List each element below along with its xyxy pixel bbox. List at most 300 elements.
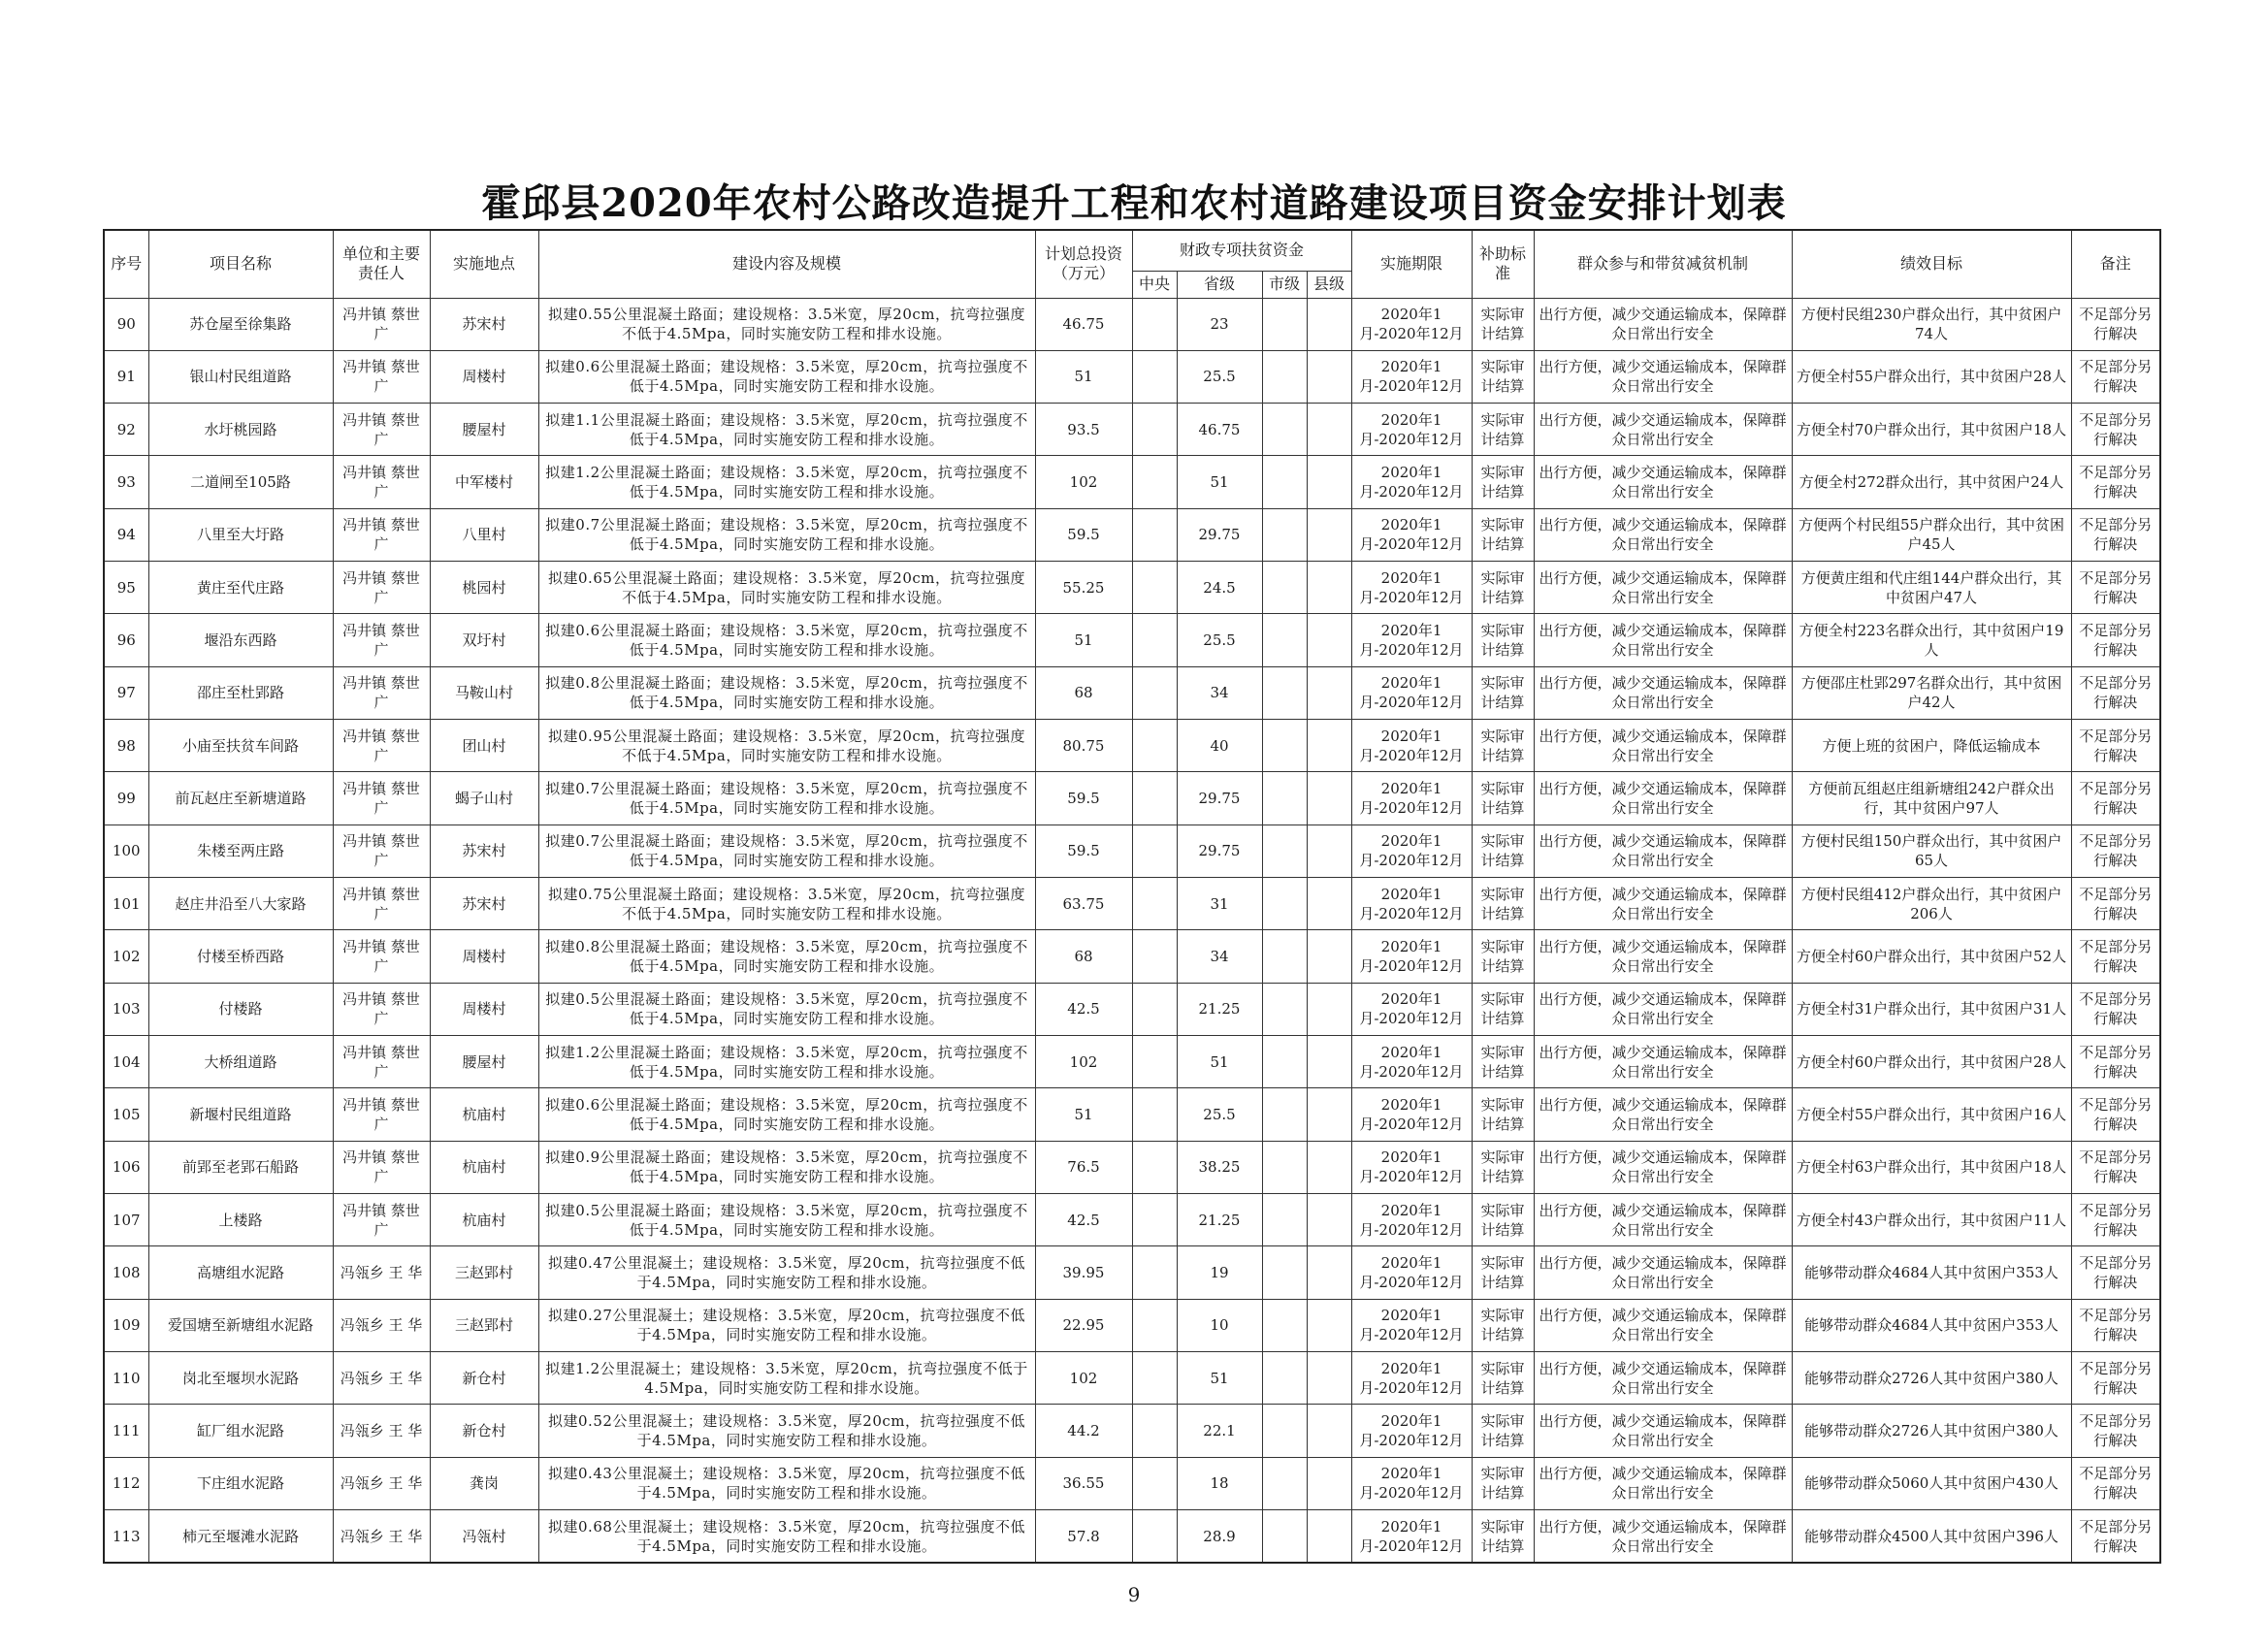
cell-central — [1132, 298, 1177, 350]
cell-unit: 冯井镇 蔡世广 — [333, 720, 430, 772]
cell-location: 新仓村 — [430, 1352, 538, 1405]
header-central: 中央 — [1132, 271, 1177, 298]
cell-location: 三赵郢村 — [430, 1299, 538, 1351]
cell-content: 拟建1.1公里混凝土路面；建设规格：3.5米宽，厚20cm，抗弯拉强度不低于4.5Mpa，同时实施安防工程和排水设施。 — [538, 404, 1035, 456]
cell-name: 付楼路 — [148, 983, 333, 1035]
cell-central — [1132, 456, 1177, 508]
cell-province: 21.25 — [1177, 1194, 1262, 1246]
cell-goal: 方便两个村民组55户群众出行，其中贫困户45人 — [1792, 508, 2071, 561]
cell-mechanism: 出行方便，减少交通运输成本，保障群众日常出行安全 — [1534, 562, 1792, 614]
cell-city — [1262, 878, 1307, 930]
cell-subsidy: 实际审计结算 — [1472, 930, 1534, 983]
cell-city — [1262, 1352, 1307, 1405]
cell-city — [1262, 983, 1307, 1035]
cell-unit: 冯井镇 蔡世广 — [333, 983, 430, 1035]
cell-central — [1132, 772, 1177, 824]
cell-city — [1262, 1457, 1307, 1509]
cell-unit: 冯瓴乡 王 华 — [333, 1510, 430, 1563]
cell-subsidy: 实际审计结算 — [1472, 1141, 1534, 1193]
cell-subsidy: 实际审计结算 — [1472, 298, 1534, 350]
cell-total: 59.5 — [1035, 772, 1132, 824]
cell-note: 不足部分另行解决 — [2071, 614, 2160, 666]
cell-total: 55.25 — [1035, 562, 1132, 614]
cell-content: 拟建0.8公里混凝土路面；建设规格：3.5米宽，厚20cm，抗弯拉强度不低于4.5Mpa，同时实施安防工程和排水设施。 — [538, 930, 1035, 983]
cell-unit: 冯井镇 蔡世广 — [333, 666, 430, 719]
cell-content: 拟建0.95公里混凝土路面；建设规格：3.5米宽，厚20cm，抗弯拉强度不低于4.5Mpa，同时实施安防工程和排水设施。 — [538, 720, 1035, 772]
cell-county — [1307, 772, 1351, 824]
cell-location: 苏宋村 — [430, 298, 538, 350]
cell-total: 93.5 — [1035, 404, 1132, 456]
cell-central — [1132, 1352, 1177, 1405]
cell-province: 34 — [1177, 930, 1262, 983]
cell-central — [1132, 508, 1177, 561]
cell-seq: 110 — [104, 1352, 148, 1405]
cell-name: 小庙至扶贫车间路 — [148, 720, 333, 772]
table-body — [104, 298, 2160, 1563]
table-row — [104, 456, 2160, 508]
cell-total: 80.75 — [1035, 720, 1132, 772]
cell-mechanism: 出行方便，减少交通运输成本，保障群众日常出行安全 — [1534, 824, 1792, 877]
cell-seq: 97 — [104, 666, 148, 719]
cell-city — [1262, 1088, 1307, 1141]
cell-mechanism: 出行方便，减少交通运输成本，保障群众日常出行安全 — [1534, 404, 1792, 456]
cell-province: 29.75 — [1177, 508, 1262, 561]
cell-county — [1307, 878, 1351, 930]
cell-period: 2020年1月-2020年12月 — [1351, 1457, 1472, 1509]
table-row — [104, 404, 2160, 456]
cell-unit: 冯瓴乡 王 华 — [333, 1352, 430, 1405]
cell-goal: 方便全村272群众出行，其中贫困户24人 — [1792, 456, 2071, 508]
cell-central — [1132, 1299, 1177, 1351]
cell-content: 拟建0.68公里混凝土；建设规格：3.5米宽，厚20cm，抗弯拉强度不低于4.5Mpa，同时实施安防工程和排水设施。 — [538, 1510, 1035, 1563]
cell-central — [1132, 1141, 1177, 1193]
table-row — [104, 1246, 2160, 1299]
cell-mechanism: 出行方便，减少交通运输成本，保障群众日常出行安全 — [1534, 350, 1792, 403]
cell-subsidy: 实际审计结算 — [1472, 350, 1534, 403]
cell-total: 102 — [1035, 1036, 1132, 1088]
table-row — [104, 614, 2160, 666]
cell-note: 不足部分另行解决 — [2071, 720, 2160, 772]
cell-county — [1307, 930, 1351, 983]
cell-mechanism: 出行方便，减少交通运输成本，保障群众日常出行安全 — [1534, 1510, 1792, 1563]
cell-province: 25.5 — [1177, 350, 1262, 403]
cell-city — [1262, 772, 1307, 824]
cell-location: 双圩村 — [430, 614, 538, 666]
table-row — [104, 1194, 2160, 1246]
cell-central — [1132, 1194, 1177, 1246]
cell-county — [1307, 1141, 1351, 1193]
cell-location: 龚岗 — [430, 1457, 538, 1509]
cell-content: 拟建0.65公里混凝土路面；建设规格：3.5米宽，厚20cm，抗弯拉强度不低于4.5Mpa，同时实施安防工程和排水设施。 — [538, 562, 1035, 614]
cell-goal: 能够带动群众4684人其中贫困户353人 — [1792, 1299, 2071, 1351]
cell-province: 51 — [1177, 1352, 1262, 1405]
cell-county — [1307, 1036, 1351, 1088]
header-name: 项目名称 — [148, 230, 333, 298]
cell-unit: 冯井镇 蔡世广 — [333, 930, 430, 983]
cell-county — [1307, 666, 1351, 719]
cell-mechanism: 出行方便，减少交通运输成本，保障群众日常出行安全 — [1534, 614, 1792, 666]
cell-name: 下庄组水泥路 — [148, 1457, 333, 1509]
cell-goal: 方便全村223名群众出行，其中贫困户19人 — [1792, 614, 2071, 666]
cell-location: 冯瓴村 — [430, 1510, 538, 1563]
cell-content: 拟建0.7公里混凝土路面；建设规格：3.5米宽，厚20cm，抗弯拉强度不低于4.5Mpa，同时实施安防工程和排水设施。 — [538, 824, 1035, 877]
cell-seq: 112 — [104, 1457, 148, 1509]
cell-name: 赵庄井沿至八大家路 — [148, 878, 333, 930]
cell-period: 2020年1月-2020年12月 — [1351, 562, 1472, 614]
cell-total: 22.95 — [1035, 1299, 1132, 1351]
cell-total: 51 — [1035, 614, 1132, 666]
cell-seq: 94 — [104, 508, 148, 561]
cell-mechanism: 出行方便，减少交通运输成本，保障群众日常出行安全 — [1534, 508, 1792, 561]
cell-province: 18 — [1177, 1457, 1262, 1509]
cell-goal: 方便全村55户群众出行，其中贫困户16人 — [1792, 1088, 2071, 1141]
cell-county — [1307, 404, 1351, 456]
cell-content: 拟建0.7公里混凝土路面；建设规格：3.5米宽，厚20cm，抗弯拉强度不低于4.5Mpa，同时实施安防工程和排水设施。 — [538, 772, 1035, 824]
cell-subsidy: 实际审计结算 — [1472, 1246, 1534, 1299]
cell-mechanism: 出行方便，减少交通运输成本，保障群众日常出行安全 — [1534, 1246, 1792, 1299]
cell-content: 拟建0.43公里混凝土；建设规格：3.5米宽，厚20cm，抗弯拉强度不低于4.5Mpa，同时实施安防工程和排水设施。 — [538, 1457, 1035, 1509]
cell-unit: 冯瓴乡 王 华 — [333, 1299, 430, 1351]
table-row — [104, 666, 2160, 719]
cell-content: 拟建0.9公里混凝土路面；建设规格：3.5米宽，厚20cm，抗弯拉强度不低于4.5Mpa，同时实施安防工程和排水设施。 — [538, 1141, 1035, 1193]
cell-seq: 105 — [104, 1088, 148, 1141]
cell-seq: 95 — [104, 562, 148, 614]
cell-subsidy: 实际审计结算 — [1472, 1194, 1534, 1246]
cell-total: 59.5 — [1035, 508, 1132, 561]
cell-content: 拟建0.47公里混凝土；建设规格：3.5米宽，厚20cm，抗弯拉强度不低于4.5Mpa，同时实施安防工程和排水设施。 — [538, 1246, 1035, 1299]
cell-province: 10 — [1177, 1299, 1262, 1351]
cell-central — [1132, 1405, 1177, 1457]
cell-location: 桃园村 — [430, 562, 538, 614]
cell-unit: 冯井镇 蔡世广 — [333, 456, 430, 508]
cell-city — [1262, 1141, 1307, 1193]
cell-total: 39.95 — [1035, 1246, 1132, 1299]
header-city: 市级 — [1262, 271, 1307, 298]
cell-location: 中军楼村 — [430, 456, 538, 508]
cell-note: 不足部分另行解决 — [2071, 1405, 2160, 1457]
cell-province: 19 — [1177, 1246, 1262, 1299]
cell-note: 不足部分另行解决 — [2071, 1299, 2160, 1351]
cell-goal: 方便黄庄组和代庄组144户群众出行，其中贫困户47人 — [1792, 562, 2071, 614]
cell-location: 周楼村 — [430, 930, 538, 983]
cell-central — [1132, 1088, 1177, 1141]
cell-city — [1262, 350, 1307, 403]
table-row — [104, 1352, 2160, 1405]
cell-note: 不足部分另行解决 — [2071, 824, 2160, 877]
cell-total: 42.5 — [1035, 983, 1132, 1035]
cell-province: 29.75 — [1177, 772, 1262, 824]
cell-seq: 109 — [104, 1299, 148, 1351]
cell-note: 不足部分另行解决 — [2071, 666, 2160, 719]
cell-mechanism: 出行方便，减少交通运输成本，保障群众日常出行安全 — [1534, 930, 1792, 983]
cell-goal: 方便全村60户群众出行，其中贫困户52人 — [1792, 930, 2071, 983]
header-location: 实施地点 — [430, 230, 538, 298]
cell-subsidy: 实际审计结算 — [1472, 562, 1534, 614]
cell-unit: 冯瓴乡 王 华 — [333, 1457, 430, 1509]
cell-county — [1307, 298, 1351, 350]
cell-goal: 方便村民组412户群众出行，其中贫困户206人 — [1792, 878, 2071, 930]
cell-seq: 107 — [104, 1194, 148, 1246]
cell-central — [1132, 878, 1177, 930]
cell-subsidy: 实际审计结算 — [1472, 983, 1534, 1035]
table-row — [104, 1299, 2160, 1351]
cell-content: 拟建0.5公里混凝土路面；建设规格：3.5米宽，厚20cm，抗弯拉强度不低于4.5Mpa，同时实施安防工程和排水设施。 — [538, 1194, 1035, 1246]
cell-period: 2020年1月-2020年12月 — [1351, 1141, 1472, 1193]
cell-seq: 113 — [104, 1510, 148, 1563]
cell-unit: 冯瓴乡 王 华 — [333, 1405, 430, 1457]
cell-unit: 冯井镇 蔡世广 — [333, 1194, 430, 1246]
cell-county — [1307, 1088, 1351, 1141]
cell-content: 拟建0.6公里混凝土路面；建设规格：3.5米宽，厚20cm，抗弯拉强度不低于4.5Mpa，同时实施安防工程和排水设施。 — [538, 350, 1035, 403]
cell-total: 57.8 — [1035, 1510, 1132, 1563]
cell-unit: 冯井镇 蔡世广 — [333, 1088, 430, 1141]
cell-central — [1132, 983, 1177, 1035]
cell-goal: 方便上班的贫困户，降低运输成本 — [1792, 720, 2071, 772]
cell-seq: 96 — [104, 614, 148, 666]
cell-province: 21.25 — [1177, 983, 1262, 1035]
cell-central — [1132, 720, 1177, 772]
cell-note: 不足部分另行解决 — [2071, 456, 2160, 508]
cell-period: 2020年1月-2020年12月 — [1351, 878, 1472, 930]
cell-province: 46.75 — [1177, 404, 1262, 456]
cell-subsidy: 实际审计结算 — [1472, 878, 1534, 930]
cell-note: 不足部分另行解决 — [2071, 508, 2160, 561]
cell-content: 拟建0.5公里混凝土路面；建设规格：3.5米宽，厚20cm，抗弯拉强度不低于4.5Mpa，同时实施安防工程和排水设施。 — [538, 983, 1035, 1035]
cell-content: 拟建0.6公里混凝土路面；建设规格：3.5米宽，厚20cm，抗弯拉强度不低于4.5Mpa，同时实施安防工程和排水设施。 — [538, 614, 1035, 666]
cell-city — [1262, 666, 1307, 719]
header-total: 计划总投资（万元） — [1035, 230, 1132, 298]
table-row — [104, 350, 2160, 403]
cell-subsidy: 实际审计结算 — [1472, 456, 1534, 508]
cell-content: 拟建1.2公里混凝土；建设规格：3.5米宽，厚20cm，抗弯拉强度不低于4.5Mpa，同时实施安防工程和排水设施。 — [538, 1352, 1035, 1405]
cell-mechanism: 出行方便，减少交通运输成本，保障群众日常出行安全 — [1534, 983, 1792, 1035]
cell-county — [1307, 1405, 1351, 1457]
cell-unit: 冯井镇 蔡世广 — [333, 298, 430, 350]
cell-note: 不足部分另行解决 — [2071, 1457, 2160, 1509]
cell-city — [1262, 298, 1307, 350]
table-row — [104, 508, 2160, 561]
cell-county — [1307, 350, 1351, 403]
cell-content: 拟建1.2公里混凝土路面；建设规格：3.5米宽，厚20cm，抗弯拉强度不低于4.5Mpa，同时实施安防工程和排水设施。 — [538, 456, 1035, 508]
cell-city — [1262, 1246, 1307, 1299]
cell-note: 不足部分另行解决 — [2071, 930, 2160, 983]
cell-subsidy: 实际审计结算 — [1472, 508, 1534, 561]
cell-province: 22.1 — [1177, 1405, 1262, 1457]
table-row — [104, 1457, 2160, 1509]
cell-note: 不足部分另行解决 — [2071, 404, 2160, 456]
cell-goal: 能够带动群众2726人其中贫困户380人 — [1792, 1405, 2071, 1457]
cell-total: 102 — [1035, 1352, 1132, 1405]
cell-name: 黄庄至代庄路 — [148, 562, 333, 614]
cell-province: 23 — [1177, 298, 1262, 350]
cell-name: 前郢至老郢石船路 — [148, 1141, 333, 1193]
cell-name: 水圩桃园路 — [148, 404, 333, 456]
header-mechanism: 群众参与和带贫减贫机制 — [1534, 230, 1792, 298]
cell-location: 蝎子山村 — [430, 772, 538, 824]
header-fund-group: 财政专项扶贫资金 — [1132, 230, 1351, 271]
cell-name: 二道闸至105路 — [148, 456, 333, 508]
cell-content: 拟建0.6公里混凝土路面；建设规格：3.5米宽，厚20cm，抗弯拉强度不低于4.5Mpa，同时实施安防工程和排水设施。 — [538, 1088, 1035, 1141]
cell-period: 2020年1月-2020年12月 — [1351, 1246, 1472, 1299]
cell-content: 拟建0.75公里混凝土路面；建设规格：3.5米宽，厚20cm，抗弯拉强度不低于4.5Mpa，同时实施安防工程和排水设施。 — [538, 878, 1035, 930]
cell-unit: 冯井镇 蔡世广 — [333, 824, 430, 877]
table-row — [104, 1510, 2160, 1563]
cell-note: 不足部分另行解决 — [2071, 298, 2160, 350]
cell-location: 苏宋村 — [430, 878, 538, 930]
cell-location: 杭庙村 — [430, 1141, 538, 1193]
cell-county — [1307, 1194, 1351, 1246]
cell-seq: 99 — [104, 772, 148, 824]
header-period: 实施期限 — [1351, 230, 1472, 298]
table-row — [104, 1405, 2160, 1457]
cell-total: 63.75 — [1035, 878, 1132, 930]
cell-city — [1262, 1194, 1307, 1246]
cell-period: 2020年1月-2020年12月 — [1351, 1510, 1472, 1563]
header-content: 建设内容及规模 — [538, 230, 1035, 298]
cell-city — [1262, 1036, 1307, 1088]
cell-name: 岗北至堰坝水泥路 — [148, 1352, 333, 1405]
cell-mechanism: 出行方便，减少交通运输成本，保障群众日常出行安全 — [1534, 298, 1792, 350]
cell-total: 68 — [1035, 666, 1132, 719]
cell-note: 不足部分另行解决 — [2071, 1194, 2160, 1246]
cell-central — [1132, 1510, 1177, 1563]
table-row — [104, 930, 2160, 983]
cell-note: 不足部分另行解决 — [2071, 1088, 2160, 1141]
cell-mechanism: 出行方便，减少交通运输成本，保障群众日常出行安全 — [1534, 1405, 1792, 1457]
cell-total: 76.5 — [1035, 1141, 1132, 1193]
cell-period: 2020年1月-2020年12月 — [1351, 456, 1472, 508]
cell-period: 2020年1月-2020年12月 — [1351, 508, 1472, 561]
cell-content: 拟建0.55公里混凝土路面；建设规格：3.5米宽，厚20cm，抗弯拉强度不低于4.5Mpa，同时实施安防工程和排水设施。 — [538, 298, 1035, 350]
cell-city — [1262, 456, 1307, 508]
cell-seq: 104 — [104, 1036, 148, 1088]
cell-period: 2020年1月-2020年12月 — [1351, 614, 1472, 666]
cell-county — [1307, 614, 1351, 666]
cell-note: 不足部分另行解决 — [2071, 1352, 2160, 1405]
cell-subsidy: 实际审计结算 — [1472, 1457, 1534, 1509]
cell-location: 杭庙村 — [430, 1194, 538, 1246]
table-row — [104, 562, 2160, 614]
cell-total: 36.55 — [1035, 1457, 1132, 1509]
cell-period: 2020年1月-2020年12月 — [1351, 1036, 1472, 1088]
cell-period: 2020年1月-2020年12月 — [1351, 1299, 1472, 1351]
cell-subsidy: 实际审计结算 — [1472, 1510, 1534, 1563]
cell-subsidy: 实际审计结算 — [1472, 1299, 1534, 1351]
table-row — [104, 772, 2160, 824]
cell-name: 爱国塘至新塘组水泥路 — [148, 1299, 333, 1351]
cell-name: 新堰村民组道路 — [148, 1088, 333, 1141]
cell-city — [1262, 1299, 1307, 1351]
cell-county — [1307, 562, 1351, 614]
fund-plan-table — [103, 229, 2161, 1564]
cell-central — [1132, 1246, 1177, 1299]
header-goal: 绩效目标 — [1792, 230, 2071, 298]
cell-goal: 能够带动群众4684人其中贫困户353人 — [1792, 1246, 2071, 1299]
cell-county — [1307, 1510, 1351, 1563]
cell-period: 2020年1月-2020年12月 — [1351, 824, 1472, 877]
header-county: 县级 — [1307, 271, 1351, 298]
cell-unit: 冯井镇 蔡世广 — [333, 878, 430, 930]
cell-period: 2020年1月-2020年12月 — [1351, 666, 1472, 719]
cell-province: 51 — [1177, 1036, 1262, 1088]
cell-seq: 90 — [104, 298, 148, 350]
cell-subsidy: 实际审计结算 — [1472, 666, 1534, 719]
cell-period: 2020年1月-2020年12月 — [1351, 983, 1472, 1035]
cell-subsidy: 实际审计结算 — [1472, 720, 1534, 772]
cell-city — [1262, 1510, 1307, 1563]
cell-total: 59.5 — [1035, 824, 1132, 877]
cell-period: 2020年1月-2020年12月 — [1351, 1194, 1472, 1246]
cell-period: 2020年1月-2020年12月 — [1351, 298, 1472, 350]
cell-name: 苏仓屋至徐集路 — [148, 298, 333, 350]
cell-name: 前瓦赵庄至新塘道路 — [148, 772, 333, 824]
cell-period: 2020年1月-2020年12月 — [1351, 1352, 1472, 1405]
cell-subsidy: 实际审计结算 — [1472, 1352, 1534, 1405]
cell-seq: 111 — [104, 1405, 148, 1457]
cell-goal: 能够带动群众2726人其中贫困户380人 — [1792, 1352, 2071, 1405]
table-row — [104, 824, 2160, 877]
cell-location: 周楼村 — [430, 983, 538, 1035]
cell-city — [1262, 562, 1307, 614]
cell-name: 付楼至桥西路 — [148, 930, 333, 983]
cell-name: 堰沿东西路 — [148, 614, 333, 666]
cell-location: 团山村 — [430, 720, 538, 772]
header-row — [104, 230, 2160, 271]
cell-province: 25.5 — [1177, 614, 1262, 666]
cell-seq: 93 — [104, 456, 148, 508]
cell-name: 缸厂组水泥路 — [148, 1405, 333, 1457]
cell-note: 不足部分另行解决 — [2071, 983, 2160, 1035]
cell-location: 新仓村 — [430, 1405, 538, 1457]
cell-seq: 100 — [104, 824, 148, 877]
cell-goal: 方便全村43户群众出行，其中贫困户11人 — [1792, 1194, 2071, 1246]
cell-total: 51 — [1035, 350, 1132, 403]
cell-unit: 冯瓴乡 王 华 — [333, 1246, 430, 1299]
header-unit: 单位和主要责任人 — [333, 230, 430, 298]
cell-location: 三赵郢村 — [430, 1246, 538, 1299]
cell-city — [1262, 404, 1307, 456]
cell-mechanism: 出行方便，减少交通运输成本，保障群众日常出行安全 — [1534, 720, 1792, 772]
cell-total: 46.75 — [1035, 298, 1132, 350]
cell-goal: 方便邵庄杜郢297名群众出行，其中贫困户42人 — [1792, 666, 2071, 719]
cell-content: 拟建1.2公里混凝土路面；建设规格：3.5米宽，厚20cm，抗弯拉强度不低于4.5Mpa，同时实施安防工程和排水设施。 — [538, 1036, 1035, 1088]
cell-goal: 方便全村63户群众出行，其中贫困户18人 — [1792, 1141, 2071, 1193]
cell-content: 拟建0.8公里混凝土路面；建设规格：3.5米宽，厚20cm，抗弯拉强度不低于4.5Mpa，同时实施安防工程和排水设施。 — [538, 666, 1035, 719]
cell-goal: 方便村民组230户群众出行，其中贫困户74人 — [1792, 298, 2071, 350]
cell-note: 不足部分另行解决 — [2071, 1246, 2160, 1299]
cell-central — [1132, 614, 1177, 666]
cell-location: 周楼村 — [430, 350, 538, 403]
cell-goal: 方便村民组150户群众出行，其中贫困户65人 — [1792, 824, 2071, 877]
cell-note: 不足部分另行解决 — [2071, 878, 2160, 930]
cell-unit: 冯井镇 蔡世广 — [333, 404, 430, 456]
cell-seq: 102 — [104, 930, 148, 983]
cell-note: 不足部分另行解决 — [2071, 350, 2160, 403]
cell-content: 拟建0.52公里混凝土；建设规格：3.5米宽，厚20cm，抗弯拉强度不低于4.5Mpa，同时实施安防工程和排水设施。 — [538, 1405, 1035, 1457]
cell-seq: 91 — [104, 350, 148, 403]
header-note: 备注 — [2071, 230, 2160, 298]
cell-county — [1307, 1246, 1351, 1299]
cell-central — [1132, 666, 1177, 719]
table-row — [104, 720, 2160, 772]
cell-period: 2020年1月-2020年12月 — [1351, 404, 1472, 456]
cell-name: 大桥组道路 — [148, 1036, 333, 1088]
cell-city — [1262, 720, 1307, 772]
cell-location: 苏宋村 — [430, 824, 538, 877]
cell-period: 2020年1月-2020年12月 — [1351, 720, 1472, 772]
cell-seq: 106 — [104, 1141, 148, 1193]
cell-mechanism: 出行方便，减少交通运输成本，保障群众日常出行安全 — [1534, 772, 1792, 824]
